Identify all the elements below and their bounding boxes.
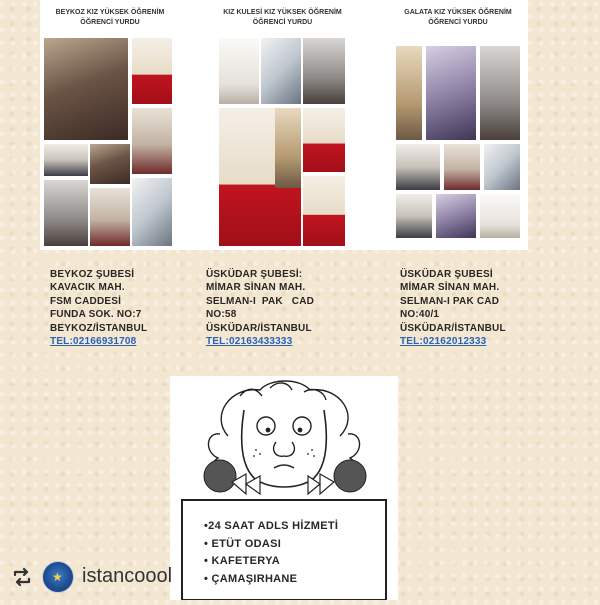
phone-link[interactable]: TEL:02162012333 (400, 336, 487, 348)
room-photo (303, 108, 345, 172)
address-line: FUNDA SOK. NO:7 (50, 309, 142, 321)
feature-item: •24 SAAT ADLS HİZMETİ (204, 520, 339, 532)
photo-strip (40, 0, 528, 250)
hallway-photo (44, 180, 88, 246)
feature-item: • KAFETERYA (204, 555, 281, 567)
panel-title: BEYKOZ KIZ YÜKSEK ÖĞRENİM ÖĞRENCİ YURDU (55, 9, 165, 26)
shelf-photo (275, 108, 301, 188)
panel-beykoz (40, 0, 180, 250)
room-photo (90, 188, 130, 246)
repost-icon[interactable] (10, 565, 34, 589)
bathroom-photo (132, 178, 172, 246)
hallway-photo (303, 38, 345, 104)
room-photo (44, 144, 88, 176)
room-photo (132, 38, 172, 104)
address-line: SELMAN-I PAK CAD (206, 295, 315, 307)
room-photo (44, 38, 128, 140)
address-line: NO:40/1 (400, 309, 440, 321)
room-photo (90, 144, 130, 184)
kitchen-photo (484, 144, 520, 190)
address-line: ÜSKÜDAR/İSTANBUL (206, 322, 312, 334)
address-line: SELMAN-I PAK CAD (400, 295, 500, 307)
panel-kiz-kulesi (215, 0, 350, 250)
address-line: FSM CADDESİ (50, 295, 122, 307)
phone-link[interactable]: TEL:02163433333 (206, 336, 293, 348)
address-galata (400, 268, 506, 348)
hallway-photo (480, 46, 520, 140)
address-line: KAVACIK MAH. (50, 282, 125, 294)
door-photo (396, 46, 422, 140)
star-icon: ★ (52, 570, 63, 584)
username[interactable]: istancoool (82, 565, 173, 587)
address-line: NO:58 (206, 309, 237, 321)
address-line: MİMAR SİNAN MAH. (400, 282, 500, 294)
panel-title: GALATA KIZ YÜKSEK ÖĞRENİM ÖĞRENCİ YURDU (404, 9, 512, 26)
room-photo (396, 144, 440, 190)
panel-title: KIZ KULESİ KIZ YÜKSEK ÖĞRENİM ÖĞRENCİ YURDU (223, 9, 342, 26)
address-beykoz (50, 268, 147, 348)
address-line: ÜSKÜDAR ŞUBESİ: (206, 269, 303, 280)
panel-galata (388, 0, 528, 250)
feature-item: • ETÜT ODASI (204, 537, 282, 550)
room-photo (396, 194, 432, 238)
room-photo (480, 194, 520, 238)
phone-link[interactable]: TEL:02166931708 (50, 336, 137, 348)
room-photo (132, 108, 172, 174)
room-photo (436, 194, 476, 238)
address-line: BEYKOZ ŞUBESİ (50, 269, 135, 280)
room-photo (219, 38, 259, 104)
address-kiz-kulesi (206, 268, 314, 348)
room-photo (426, 46, 476, 140)
room-photo (261, 38, 301, 104)
address-line: ÜSKÜDAR ŞUBESİ (400, 269, 493, 280)
address-line: BEYKOZ/İSTANBUL (50, 322, 148, 334)
room-photo (303, 176, 345, 246)
address-line: ÜSKÜDAR/İSTANBUL (400, 322, 506, 334)
room-photo (444, 144, 480, 190)
feature-item: • ÇAMAŞIRHANE (204, 572, 298, 585)
address-line: MİMAR SİNAN MAH. (206, 282, 306, 294)
